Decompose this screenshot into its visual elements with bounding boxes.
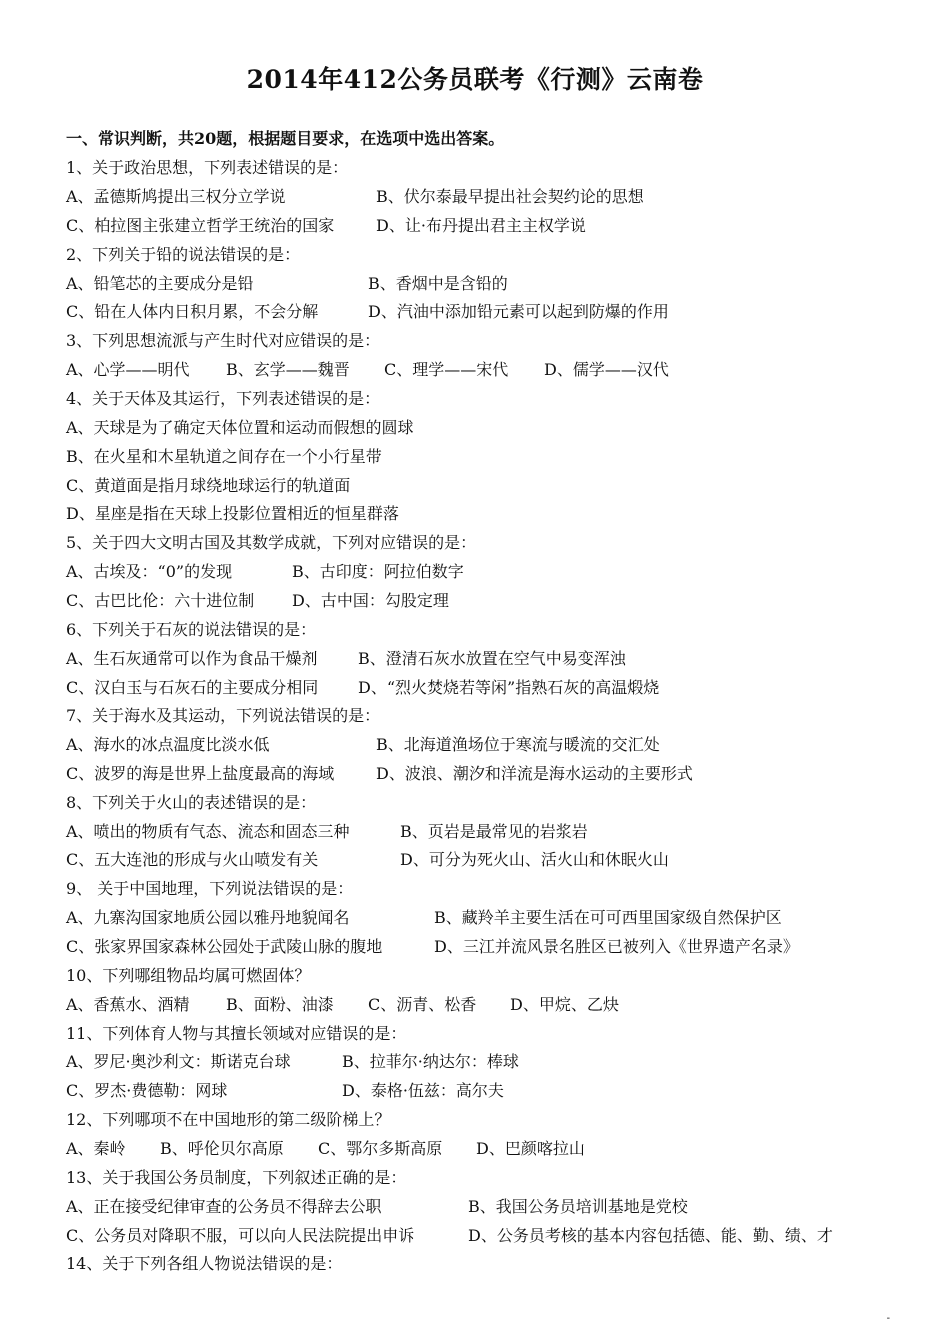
question-4-option-b: B、在火星和木星轨道之间存在一个小行星带 <box>66 447 382 466</box>
question-11-options-ab <box>66 1050 519 1074</box>
option-d: D、让·布丹提出君主主权学说 <box>376 216 586 235</box>
option-d: D、三江并流风景名胜区已被列入《世界遗产名录》 <box>434 937 799 956</box>
option-c: C、鄂尔多斯高原 <box>318 1139 443 1158</box>
page-title: 2014年412公务员联考《行测》云南卷 <box>246 65 704 94</box>
option-a: A、铅笔芯的主要成分是铅 <box>66 274 254 293</box>
option-d: D、“烈火焚烧若等闲”指熟石灰的高温煅烧 <box>358 678 660 697</box>
option-b: B、玄学——魏晋 <box>226 360 350 379</box>
question-13-options-ab <box>66 1195 688 1219</box>
option-d: D、泰格·伍兹：高尔夫 <box>342 1081 504 1100</box>
option-d: D、古中国：勾股定理 <box>292 591 449 610</box>
option-a: A、海水的冰点温度比淡水低 <box>66 735 270 754</box>
question-9-options-ab <box>66 906 782 930</box>
question-2-stem: 2、下列关于铅的说法错误的是： <box>66 245 301 264</box>
question-7-stem: 7、关于海水及其运动，下列说法错误的是： <box>66 706 381 725</box>
option-a: A、孟德斯鸠提出三权分立学说 <box>66 187 286 206</box>
page-mark: - <box>886 1313 890 1324</box>
section-heading: 一、常识判断，共20题，根据题目要求，在选项中选出答案。 <box>66 129 505 148</box>
option-b: B、香烟中是含铅的 <box>368 274 508 293</box>
option-a: A、香蕉水、酒精 <box>66 995 190 1014</box>
question-8-options-ab <box>66 820 588 844</box>
question-12-stem: 12、下列哪项不在中国地形的第二级阶梯上？ <box>66 1110 391 1129</box>
question-10-stem: 10、下列哪组物品均属可燃固体？ <box>66 966 311 985</box>
option-c: C、沥青、松香 <box>368 995 477 1014</box>
option-d: D、甲烷、乙炔 <box>510 995 619 1014</box>
option-c: C、理学——宋代 <box>384 360 509 379</box>
option-b: B、伏尔泰最早提出社会契约论的思想 <box>376 187 644 206</box>
option-b: B、古印度：阿拉伯数字 <box>292 562 464 581</box>
question-3-options <box>66 358 669 382</box>
question-13-options-cd <box>66 1224 833 1248</box>
question-5-options-cd <box>66 589 449 613</box>
option-b: B、我国公务员培训基地是党校 <box>468 1197 688 1216</box>
question-11-stem: 11、下列体育人物与其擅长领域对应错误的是： <box>66 1024 407 1043</box>
option-c: C、罗杰·费德勒：网球 <box>66 1081 228 1100</box>
question-2-options-cd <box>66 300 669 324</box>
question-9-options-cd <box>66 935 799 959</box>
option-c: C、公务员对降职不服，可以向人民法院提出申诉 <box>66 1226 415 1245</box>
option-d: D、巴颜喀拉山 <box>476 1139 585 1158</box>
option-b: B、北海道渔场位于寒流与暖流的交汇处 <box>376 735 660 754</box>
question-5-stem: 5、关于四大文明古国及其数学成就，下列对应错误的是： <box>66 533 477 552</box>
option-d: D、公务员考核的基本内容包括德、能、勤、绩、才 <box>468 1226 833 1245</box>
question-4-option-a: A、天球是为了确定天体位置和运动而假想的圆球 <box>66 418 414 437</box>
question-1-options-cd <box>66 214 586 238</box>
question-10-options <box>66 993 619 1017</box>
question-7-options-ab <box>66 733 660 757</box>
option-b: B、页岩是最常见的岩浆岩 <box>400 822 588 841</box>
question-1-options-ab <box>66 185 644 209</box>
question-12-options <box>66 1137 585 1161</box>
question-4-option-c: C、黄道面是指月球绕地球运行的轨道面 <box>66 476 351 495</box>
option-a: A、九寨沟国家地质公园以雅丹地貌闻名 <box>66 908 350 927</box>
option-a: A、古埃及：“0”的发现 <box>66 562 233 581</box>
question-6-options-cd <box>66 676 659 700</box>
option-b: B、藏羚羊主要生活在可可西里国家级自然保护区 <box>434 908 782 927</box>
option-a: A、心学——明代 <box>66 360 190 379</box>
option-c: C、汉白玉与石灰石的主要成分相同 <box>66 678 319 697</box>
option-d: D、汽油中添加铅元素可以起到防爆的作用 <box>368 302 669 321</box>
option-c: C、铅在人体内日积月累，不会分解 <box>66 302 319 321</box>
option-c: C、柏拉图主张建立哲学王统治的国家 <box>66 216 335 235</box>
question-9-stem: 9、 关于中国地理，下列说法错误的是： <box>66 879 354 898</box>
option-d: D、可分为死火山、活火山和休眠火山 <box>400 850 669 869</box>
question-6-stem: 6、下列关于石灰的说法错误的是： <box>66 620 317 639</box>
question-6-options-ab <box>66 647 626 671</box>
question-8-stem: 8、下列关于火山的表述错误的是： <box>66 793 317 812</box>
question-13-stem: 13、关于我国公务员制度，下列叙述正确的是： <box>66 1168 407 1187</box>
option-d: D、波浪、潮汐和洋流是海水运动的主要形式 <box>376 764 693 783</box>
question-1-stem: 1、关于政治思想，下列表述错误的是： <box>66 158 349 177</box>
question-7-options-cd <box>66 762 693 786</box>
question-4-stem: 4、关于天体及其运行，下列表述错误的是： <box>66 389 381 408</box>
option-d: D、儒学——汉代 <box>544 360 669 379</box>
option-a: A、正在接受纪律审查的公务员不得辞去公职 <box>66 1197 382 1216</box>
option-b: B、面粉、油漆 <box>226 995 334 1014</box>
option-a: A、喷出的物质有气态、流态和固态三种 <box>66 822 350 841</box>
option-c: C、古巴比伦：六十进位制 <box>66 591 255 610</box>
option-b: B、澄清石灰水放置在空气中易变浑浊 <box>358 649 626 668</box>
option-c: C、波罗的海是世界上盐度最高的海域 <box>66 764 335 783</box>
question-5-options-ab <box>66 560 464 584</box>
option-a: A、秦岭 <box>66 1139 126 1158</box>
option-c: C、张家界国家森林公园处于武陵山脉的腹地 <box>66 937 383 956</box>
option-b: B、拉菲尔·纳达尔：棒球 <box>342 1052 519 1071</box>
question-8-options-cd <box>66 848 669 872</box>
question-2-options-ab <box>66 272 508 296</box>
question-4-option-d: D、星座是指在天球上投影位置相近的恒星群落 <box>66 504 399 523</box>
option-b: B、呼伦贝尔高原 <box>160 1139 284 1158</box>
question-11-options-cd <box>66 1079 504 1103</box>
option-a: A、生石灰通常可以作为食品干燥剂 <box>66 649 318 668</box>
option-c: C、五大连池的形成与火山喷发有关 <box>66 850 319 869</box>
option-a: A、罗尼·奥沙利文：斯诺克台球 <box>66 1052 291 1071</box>
question-14-stem: 14、关于下列各组人物说法错误的是： <box>66 1254 343 1273</box>
question-3-stem: 3、下列思想流派与产生时代对应错误的是： <box>66 331 381 350</box>
